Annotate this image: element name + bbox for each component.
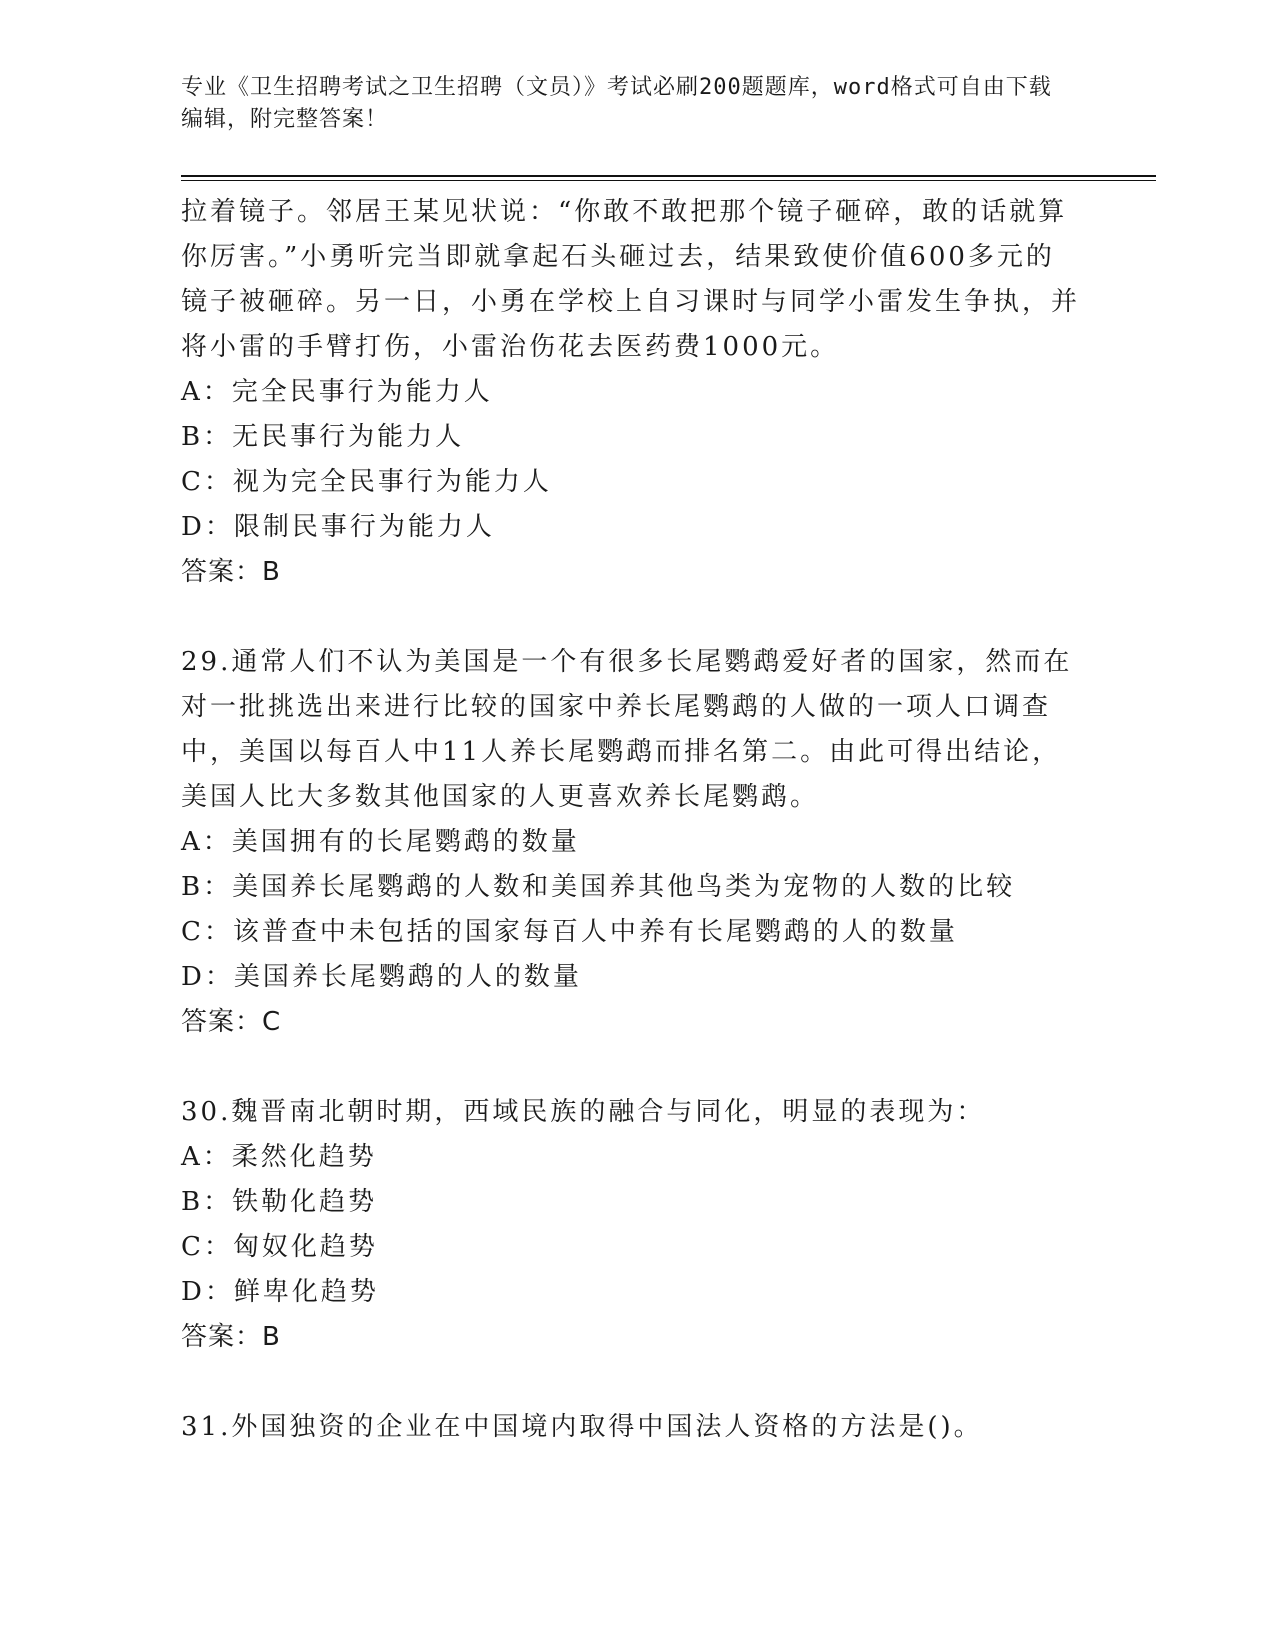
option-d: D：限制民事行为能力人 <box>181 512 495 542</box>
question-31 <box>181 1405 1081 1450</box>
question-29 <box>181 640 1081 1045</box>
question-stem: 31.外国独资的企业在中国境内取得中国法人资格的方法是()。 <box>181 1412 983 1442</box>
header-divider-thick <box>181 175 1156 177</box>
answer: 答案：C <box>181 1007 282 1037</box>
option-b: B：铁勒化趋势 <box>181 1187 378 1217</box>
option-b: B：无民事行为能力人 <box>181 422 465 452</box>
answer: 答案：B <box>181 557 281 587</box>
option-a: A：完全民事行为能力人 <box>181 377 493 407</box>
answer: 答案：B <box>181 1322 281 1352</box>
option-c: C：匈奴化趋势 <box>181 1232 378 1262</box>
option-a: A：美国拥有的长尾鹦鹉的数量 <box>181 827 580 857</box>
option-a: A：柔然化趋势 <box>181 1142 377 1172</box>
question-30 <box>181 1090 1081 1360</box>
header-divider-thin <box>181 180 1156 181</box>
question-stem: 30.魏晋南北朝时期，西域民族的融合与同化，明显的表现为： <box>181 1097 986 1127</box>
document-body <box>181 190 1081 1450</box>
question-stem: 拉着镜子。邻居王某见状说：“你敢不敢把那个镜子砸碎，敢的话就算你厉害。”小勇听完当即就拿起石头砸过去，结果致使价值600多元的镜子被砸碎。另一日，小勇在学校上自习课时与同学小雷发生争执，并将小雷的手臂打伤，小雷治伤花去医药费1000元。 <box>181 197 1081 362</box>
option-b: B：美国养长尾鹦鹉的人数和美国养其他鸟类为宠物的人数的比较 <box>181 872 1016 902</box>
option-d: D：美国养长尾鹦鹉的人的数量 <box>181 962 582 992</box>
question-stem: 29.通常人们不认为美国是一个有很多长尾鹦鹉爱好者的国家，然而在对一批挑选出来进行比较的国家中养长尾鹦鹉的人做的一项人口调查中，美国以每百人中11人养长尾鹦鹉而排名第二。由此可得出结论，美国人比大多数其他国家的人更喜欢养长尾鹦鹉。 <box>181 647 1073 812</box>
option-c: C：视为完全民事行为能力人 <box>181 467 552 497</box>
option-d: D：鲜卑化趋势 <box>181 1277 379 1307</box>
document-header: 专业《卫生招聘考试之卫生招聘（文员）》考试必刷200题题库，word格式可自由下载编辑，附完整答案！ <box>181 75 1052 132</box>
question-28 <box>181 190 1081 595</box>
option-c: C：该普查中未包括的国家每百人中养有长尾鹦鹉的人的数量 <box>181 917 958 947</box>
